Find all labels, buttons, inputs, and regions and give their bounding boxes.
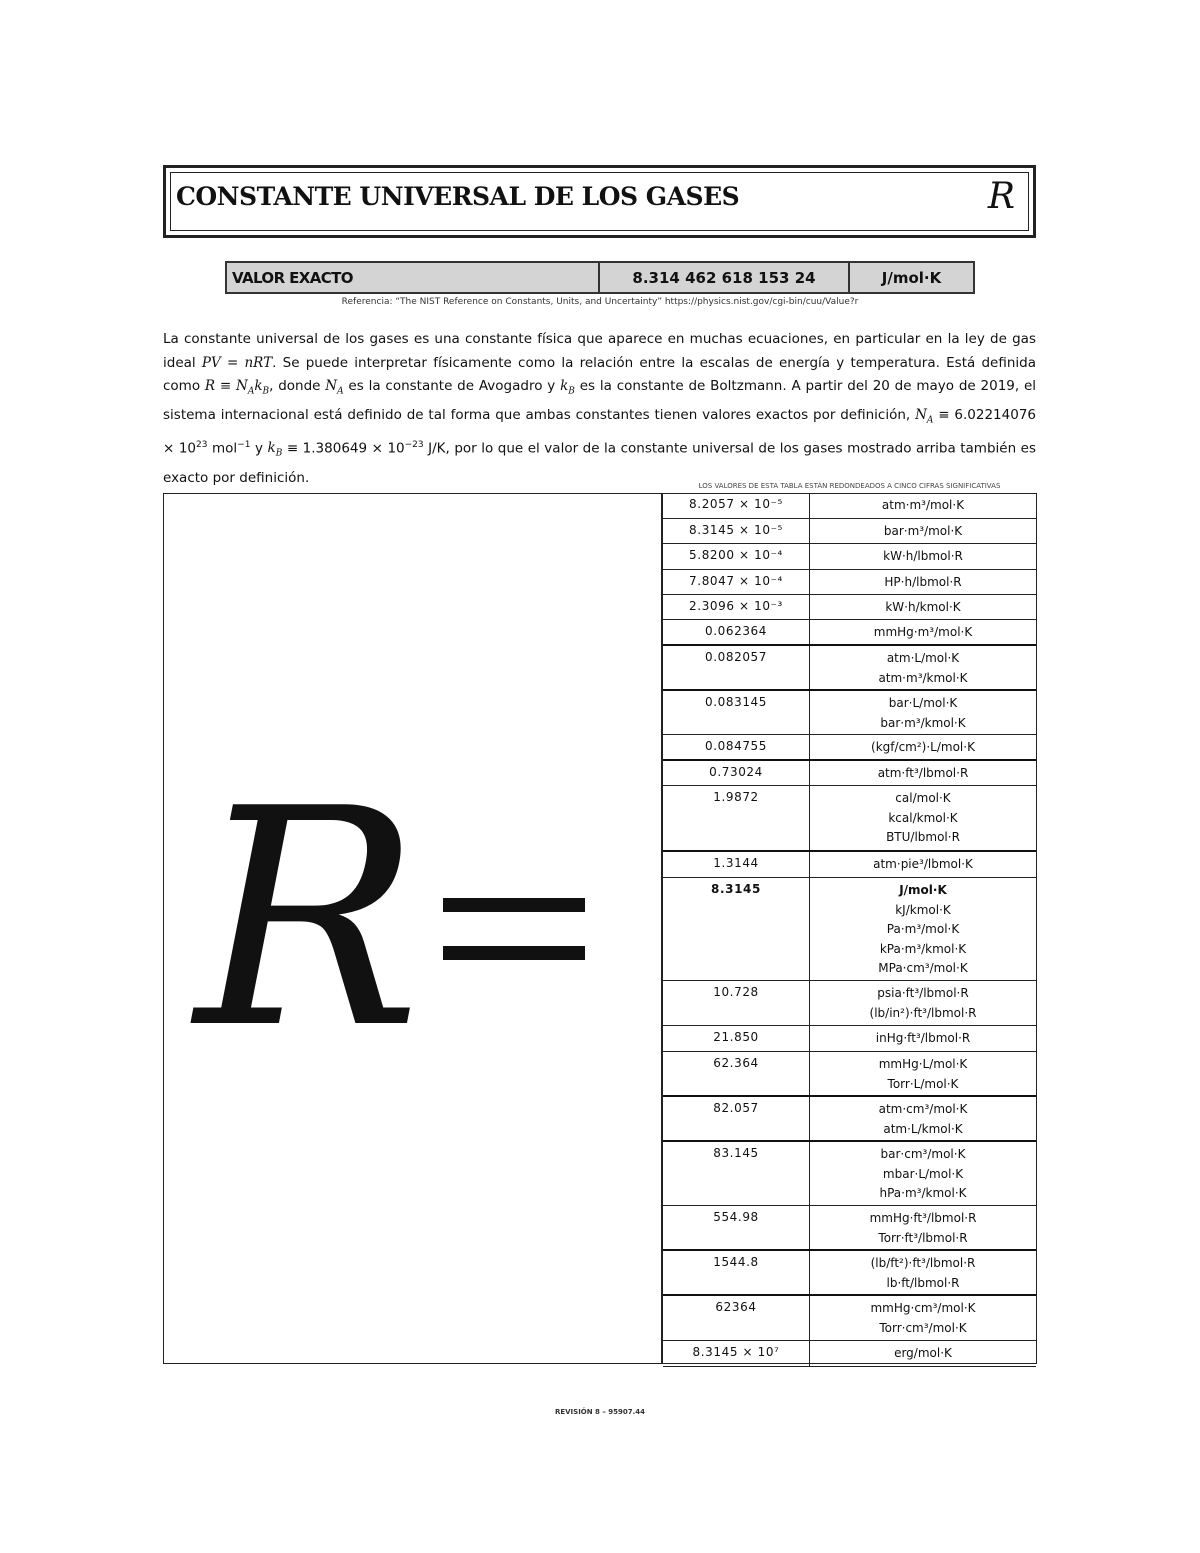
big-r-symbol: R	[195, 745, 421, 1094]
table-row	[663, 786, 1036, 852]
table-row	[663, 595, 1036, 620]
para-text-2: . Se puede interpretar físicamente como la relación entre la escalas de energía y temperatura. Está definida como	[163, 354, 1037, 395]
table-units	[810, 620, 1036, 644]
table-unit: hPa·m³/kmol·K	[879, 1186, 967, 1200]
definition-equation: $R \equiv N_Ak_B$	[204, 378, 270, 397]
table-unit: atm·cm³/mol·K	[878, 1102, 968, 1116]
table-units	[810, 1026, 1036, 1051]
table-row	[663, 620, 1036, 646]
table-unit: kJ/kmol·K	[895, 902, 951, 917]
table-unit: mmHg·cm³/mol·K	[870, 1301, 976, 1315]
table-value: 82.057	[663, 1097, 810, 1140]
avogadro-value: 6.02214076 × 10	[163, 407, 1036, 457]
table-units	[810, 493, 1036, 518]
table-units	[810, 735, 1036, 759]
para-text-4: es la constante de Avogadro y	[348, 378, 556, 395]
table-note: LOS VALORES DE ESTA TABLA ESTÁN REDONDEADOS A CINCO CIFRAS SIGNIFICATIVAS	[698, 482, 1001, 490]
table-units	[810, 786, 1036, 850]
table-units	[810, 691, 1036, 734]
table-value: 0.062364	[663, 620, 810, 644]
exact-value-unit: J/mol·K	[881, 268, 942, 287]
table-unit: inHg·ft³/lbmol·R	[875, 1031, 971, 1045]
table-unit: psia·ft³/lbmol·R	[877, 986, 969, 1000]
table-unit: atm·L/mol·K	[886, 651, 960, 665]
boltzmann-symbol: $k_B$	[560, 378, 575, 397]
table-row	[663, 493, 1036, 519]
table-row	[663, 981, 1036, 1026]
description-paragraph: La constante universal de los gases es una constante física que aparece en muchas ecuaciones, en particular en la ley de gas ideal PV = nRT. Se puede interpretar físicamente como la relación entre la escalas de energía y temperatura. Está definida como $R \equiv N_Ak_B$, donde $N_A$ es la constante de Avogadro y $k_B$ es la constante de Boltzmann. A partir del 20 de mayo de 2019, el sistema internacional está definido de tal forma que ambas constantes tienen valores exactos por definición, $N_A \equiv 6.02214076 \times 10^{23}$ mol$^{-1}$ y $k_B \equiv 1.380649 \times 10^{-23}$ J/K, por lo que el valor de la constante universal de los gases mostrado arriba también es exacto por definición.	[163, 331, 1037, 486]
table-value: 1.3144	[663, 852, 810, 877]
table-row	[663, 544, 1036, 570]
table-unit: bar·L/mol·K	[888, 696, 958, 710]
table-unit: (lb/ft²)·ft³/lbmol·R	[870, 1256, 976, 1270]
para-text-1: La constante universal de los gases es una constante física que aparece en muchas ecuaciones, en particular en la ley de gas ideal	[163, 331, 1036, 371]
table-value: 2.3096 × 10⁻³	[663, 595, 810, 619]
table-unit: BTU/lbmol·R	[886, 830, 960, 844]
table-unit: kW·h/lbmol·R	[883, 549, 963, 563]
ideal-gas-law: PV = nRT	[201, 354, 273, 371]
table-value: 8.3145 × 10⁻⁵	[663, 519, 810, 543]
table-row	[663, 1296, 1036, 1341]
table-row	[663, 735, 1036, 761]
table-units	[810, 544, 1036, 569]
table-unit: bar·cm³/mol·K	[880, 1147, 966, 1161]
table-units	[810, 1251, 1036, 1294]
table-unit: atm·L/kmol·K	[883, 1121, 963, 1136]
table-units	[810, 1052, 1036, 1095]
reference-text: Referencia: “The NIST Reference on Constants, Units, and Uncertainty” https://physics.nist.gov/cgi-bin/cuu/Value?r	[341, 297, 859, 307]
table-unit: mmHg·L/mol·K	[878, 1057, 968, 1071]
table-units	[810, 1097, 1036, 1140]
table-row	[663, 1251, 1036, 1296]
table-unit: cal/mol·K	[895, 791, 951, 805]
title-symbol: R	[987, 176, 1015, 217]
table-value: 1.9872	[663, 786, 810, 850]
table-units	[810, 595, 1036, 619]
table-unit: bar·m³/mol·K	[883, 524, 963, 538]
table-unit: Pa·m³/mol·K	[886, 922, 960, 936]
table-value: 8.3145	[663, 878, 810, 980]
table-unit: mmHg·ft³/lbmol·R	[869, 1211, 977, 1225]
definition-equation-text: R ≡ N	[204, 378, 248, 395]
table-unit: Torr·ft³/lbmol·R	[878, 1230, 968, 1245]
table-row	[663, 570, 1036, 595]
table-value: 21.850	[663, 1026, 810, 1051]
table-unit: kPa·m³/kmol·K	[879, 941, 967, 956]
table-value: 554.98	[663, 1206, 810, 1249]
table-row	[663, 1052, 1036, 1097]
table-units	[810, 1142, 1036, 1205]
equals-sign-bottom-bar	[443, 946, 585, 960]
table-unit: lb·ft/lbmol·R	[886, 1275, 960, 1290]
para-text-7: J/K, por lo que el valor de la constante universal de los gases mostrado arriba también es exacto por definición.	[163, 440, 1037, 486]
table-value: 5.8200 × 10⁻⁴	[663, 544, 810, 569]
table-unit: Torr·L/mol·K	[887, 1076, 959, 1091]
table-row	[663, 1097, 1036, 1142]
table-value: 83.145	[663, 1142, 810, 1205]
table-row	[663, 646, 1036, 691]
table-row	[663, 1142, 1036, 1206]
table-units	[810, 1206, 1036, 1249]
para-text-5: es la constante de Boltzmann. A partir del 20 de mayo de 2019, el sistema internacional está definido de tal forma que ambas constantes tienen valores exactos por definición,	[163, 378, 1037, 424]
table-row	[663, 1026, 1036, 1052]
table-unit: atm·pie³/lbmol·K	[873, 857, 973, 871]
table-value: 0.082057	[663, 646, 810, 689]
table-value: 62364	[663, 1296, 810, 1340]
equals-sign-top-bar	[443, 898, 585, 912]
table-unit: MPa·cm³/mol·K	[878, 961, 968, 975]
table-unit: J/mol·K	[899, 883, 947, 897]
table-units	[810, 761, 1036, 785]
table-row	[663, 1206, 1036, 1251]
table-value: 0.084755	[663, 735, 810, 759]
table-units	[810, 570, 1036, 594]
table-units	[810, 852, 1036, 877]
table-value: 1544.8	[663, 1251, 810, 1294]
table-unit: erg/mol·K	[894, 1346, 952, 1360]
table-row	[663, 878, 1036, 981]
table-unit: (kgf/cm²)·L/mol·K	[871, 740, 975, 754]
table-units	[810, 646, 1036, 689]
exact-value-row	[225, 261, 975, 294]
table-value: 8.3145 × 10⁷	[663, 1341, 810, 1366]
para-text-3: , donde	[269, 378, 321, 395]
page-title: CONSTANTE UNIVERSAL DE LOS GASES	[176, 182, 740, 211]
table-unit: mbar·L/mol·K	[882, 1166, 964, 1181]
table-unit: atm·m³/mol·K	[881, 498, 965, 512]
para-text-6: y	[254, 440, 263, 457]
table-units	[810, 1296, 1036, 1340]
table-value: 7.8047 × 10⁻⁴	[663, 570, 810, 594]
table-value: 0.73024	[663, 761, 810, 785]
table-row	[663, 852, 1036, 878]
table-unit: kW·h/kmol·K	[885, 600, 961, 614]
table-row	[663, 519, 1036, 544]
exact-value-label: VALOR EXACTO	[227, 263, 600, 292]
table-row	[663, 691, 1036, 735]
footer-revision: REVISIÓN 8 – 95907.44	[554, 1408, 646, 1416]
avogadro-symbol-text: N	[325, 378, 338, 395]
table-value: 8.2057 × 10⁻⁵	[663, 493, 810, 518]
boltzmann-value: 1.380649 × 10	[302, 440, 405, 457]
table-unit: (lb/in²)·ft³/lbmol·R	[869, 1005, 977, 1020]
table-units	[810, 878, 1036, 980]
table-unit: kcal/kmol·K	[888, 810, 958, 825]
table-units	[810, 981, 1036, 1025]
table-unit: atm·ft³/lbmol·R	[877, 766, 969, 780]
table-value: 0.083145	[663, 691, 810, 734]
table-row	[663, 1341, 1036, 1367]
table-unit: mmHg·m³/mol·K	[873, 625, 973, 639]
exact-value-number: 8.314 462 618 153 24	[600, 263, 850, 292]
table-value: 10.728	[663, 981, 810, 1025]
avogadro-symbol: $N_A$	[325, 378, 344, 397]
boltzmann-symbol-text: k	[560, 378, 569, 395]
table-value: 62.364	[663, 1052, 810, 1095]
table-unit: HP·h/lbmol·R	[884, 575, 962, 589]
title-box	[163, 165, 1036, 238]
table-unit: bar·m³/kmol·K	[880, 715, 966, 730]
table-units	[810, 1341, 1036, 1366]
table-unit: atm·m³/kmol·K	[878, 670, 968, 685]
table-units	[810, 519, 1036, 543]
table-unit: Torr·cm³/mol·K	[879, 1320, 967, 1335]
table-row	[663, 761, 1036, 786]
